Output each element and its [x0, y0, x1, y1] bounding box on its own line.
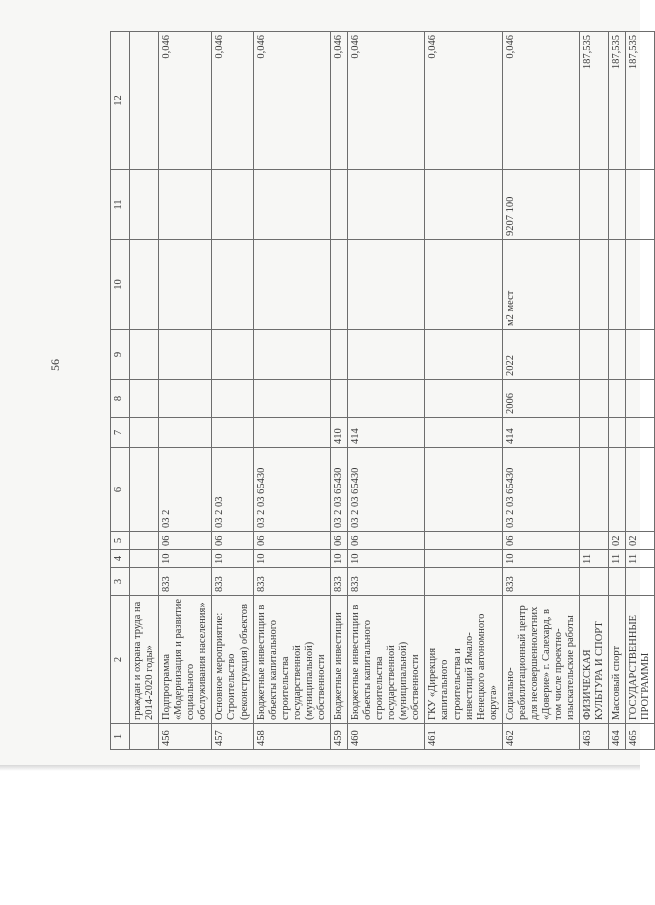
table-cell [159, 380, 212, 418]
table-cell: 03 2 03 65430 [502, 448, 579, 532]
table-cell: Массовый спорт [609, 596, 626, 724]
table-cell: 833 [212, 568, 253, 596]
table-body [130, 32, 655, 750]
table-cell [130, 532, 159, 550]
table-cell: 10 [253, 550, 330, 568]
table-cell [626, 170, 655, 240]
table-cell: 414 [502, 418, 579, 448]
table-cell [130, 380, 159, 418]
table-cell: 11 [626, 550, 655, 568]
table-cell [626, 330, 655, 380]
table-cell [580, 330, 609, 380]
table-cell: 187,535 [580, 32, 609, 170]
table-cell: 460 [348, 724, 425, 750]
table-cell [130, 448, 159, 532]
table-cell: Бюджетные инвестиции в объекты капитального строительства государственной (муниципальной) собственности [253, 596, 330, 724]
table-row [130, 32, 159, 750]
table-cell: 0,046 [330, 32, 347, 170]
table-cell: 462 [502, 724, 579, 750]
table-cell [159, 240, 212, 330]
table-cell [159, 330, 212, 380]
column-header: 10 [111, 240, 130, 330]
table-cell: 187,535 [609, 32, 626, 170]
table-cell [348, 330, 425, 380]
table-cell: 2006 [502, 380, 579, 418]
column-header: 6 [111, 448, 130, 532]
table-row [253, 32, 330, 750]
table-cell [253, 170, 330, 240]
table-cell [609, 568, 626, 596]
table-cell: 2022 [502, 330, 579, 380]
table-cell: 02 [626, 532, 655, 550]
table-cell [348, 380, 425, 418]
table-cell [609, 240, 626, 330]
table-cell: Бюджетные инвестиции в объекты капитального строительства государственной (муниципальной) собственности [348, 596, 425, 724]
table-cell: м2 мест [502, 240, 579, 330]
table-row [159, 32, 212, 750]
table-cell [130, 568, 159, 596]
table-cell [609, 170, 626, 240]
table-cell [330, 170, 347, 240]
table-cell [425, 380, 502, 418]
table-cell [580, 380, 609, 418]
table-cell [348, 240, 425, 330]
table-cell: 06 [502, 532, 579, 550]
table-cell: 456 [159, 724, 212, 750]
table-cell: ГОСУДАРСТВЕННЫЕ ПРОГРАММЫ [626, 596, 655, 724]
column-header: 9 [111, 330, 130, 380]
table-cell [253, 240, 330, 330]
table-cell [626, 240, 655, 330]
table-cell: 465 [626, 724, 655, 750]
table-cell: 0,046 [253, 32, 330, 170]
table-cell: ГКУ «Дирекция капитального строительства и инвестиций Ямало-Ненецкого автономного округа» [425, 596, 502, 724]
table-cell: 11 [580, 550, 609, 568]
table-cell: 833 [159, 568, 212, 596]
table-cell [425, 568, 502, 596]
table-cell [348, 170, 425, 240]
table-cell [626, 448, 655, 532]
table-cell: 10 [212, 550, 253, 568]
table-cell [580, 448, 609, 532]
table-cell [130, 240, 159, 330]
column-header: 2 [111, 596, 130, 724]
table-cell [425, 448, 502, 532]
table-cell: 0,046 [159, 32, 212, 170]
table-row [609, 32, 626, 750]
table-cell [580, 418, 609, 448]
table-cell: 06 [330, 532, 347, 550]
table-cell [626, 380, 655, 418]
table-cell: 0,046 [348, 32, 425, 170]
table-cell [253, 330, 330, 380]
table-cell: 187,535 [626, 32, 655, 170]
table-cell: 414 [348, 418, 425, 448]
table-cell: 03 2 03 [212, 448, 253, 532]
budget-table [110, 31, 655, 750]
table-cell: 06 [212, 532, 253, 550]
column-header: 11 [111, 170, 130, 240]
table-cell [425, 532, 502, 550]
table-cell: 03 2 03 65430 [330, 448, 347, 532]
table-cell: 03 2 [159, 448, 212, 532]
column-header: 3 [111, 568, 130, 596]
table-cell [609, 330, 626, 380]
table-cell [130, 724, 159, 750]
table-row [425, 32, 502, 750]
table-cell [580, 170, 609, 240]
table-cell [130, 170, 159, 240]
table-cell [425, 418, 502, 448]
table-cell: Социально-реабилитационный центр для несовершеннолетних «Доверие» г. Салехард, в том числе проектно-изыскательские работы [502, 596, 579, 724]
table-cell: 410 [330, 418, 347, 448]
column-header: 5 [111, 532, 130, 550]
table-cell: 02 [609, 532, 626, 550]
table-cell: граждан и охрана труда на 2014-2020 годы» [130, 596, 159, 724]
table-cell: Бюджетные инвестиции [330, 596, 347, 724]
table-cell [609, 380, 626, 418]
table-cell [130, 32, 159, 170]
table-cell [159, 418, 212, 448]
table-cell: 06 [348, 532, 425, 550]
table-cell [130, 418, 159, 448]
table-header-row [111, 32, 130, 750]
table-row [348, 32, 425, 750]
table-cell: 0,046 [502, 32, 579, 170]
table-cell: 10 [159, 550, 212, 568]
table-cell: 459 [330, 724, 347, 750]
table-cell: 457 [212, 724, 253, 750]
table-cell [159, 170, 212, 240]
table-cell: 833 [253, 568, 330, 596]
page-edge-shadow [0, 765, 640, 771]
table-cell [626, 568, 655, 596]
table-cell: 9207 100 [502, 170, 579, 240]
table-cell: 10 [502, 550, 579, 568]
table-cell [580, 568, 609, 596]
table-cell [425, 170, 502, 240]
table-cell: Основное мероприятие: Строительство (реконструкция) объектов [212, 596, 253, 724]
table-cell [609, 448, 626, 532]
table-cell [425, 550, 502, 568]
table-cell [580, 532, 609, 550]
table-cell [212, 330, 253, 380]
column-header: 4 [111, 550, 130, 568]
table-cell [330, 380, 347, 418]
table-cell: 458 [253, 724, 330, 750]
table-cell [253, 418, 330, 448]
table-cell: 833 [348, 568, 425, 596]
table-cell [130, 550, 159, 568]
table-cell: 06 [253, 532, 330, 550]
column-header: 1 [111, 724, 130, 750]
table-cell: 03 2 03 65430 [348, 448, 425, 532]
table-row [212, 32, 253, 750]
table-cell [626, 418, 655, 448]
table-row [626, 32, 655, 750]
table-cell: 11 [609, 550, 626, 568]
table-row [502, 32, 579, 750]
table-cell [212, 170, 253, 240]
table-cell: 833 [502, 568, 579, 596]
table-cell: 833 [330, 568, 347, 596]
table-row [580, 32, 609, 750]
column-header: 7 [111, 418, 130, 448]
table-cell: Подпрограмма «Модернизация и развитие социального обслуживания населения» [159, 596, 212, 724]
table-cell: 0,046 [425, 32, 502, 170]
column-header: 8 [111, 380, 130, 418]
table-cell [212, 418, 253, 448]
table-cell [330, 240, 347, 330]
table-cell [425, 240, 502, 330]
page-number: 56 [48, 359, 62, 371]
table-cell [212, 380, 253, 418]
table-cell: ФИЗИЧЕСКАЯ КУЛЬТУРА И СПОРТ [580, 596, 609, 724]
table-cell: 10 [348, 550, 425, 568]
table-cell [330, 330, 347, 380]
table-cell [212, 240, 253, 330]
table-row [330, 32, 347, 750]
table-cell: 0,046 [212, 32, 253, 170]
table-cell [130, 330, 159, 380]
table-cell: 461 [425, 724, 502, 750]
table-cell [609, 418, 626, 448]
table-cell: 03 2 03 65430 [253, 448, 330, 532]
budget-table-container [110, 32, 652, 750]
table-cell: 464 [609, 724, 626, 750]
table-cell [253, 380, 330, 418]
table-cell: 463 [580, 724, 609, 750]
column-header: 12 [111, 32, 130, 170]
table-cell: 06 [159, 532, 212, 550]
table-cell: 10 [330, 550, 347, 568]
table-cell [580, 240, 609, 330]
table-cell [425, 330, 502, 380]
